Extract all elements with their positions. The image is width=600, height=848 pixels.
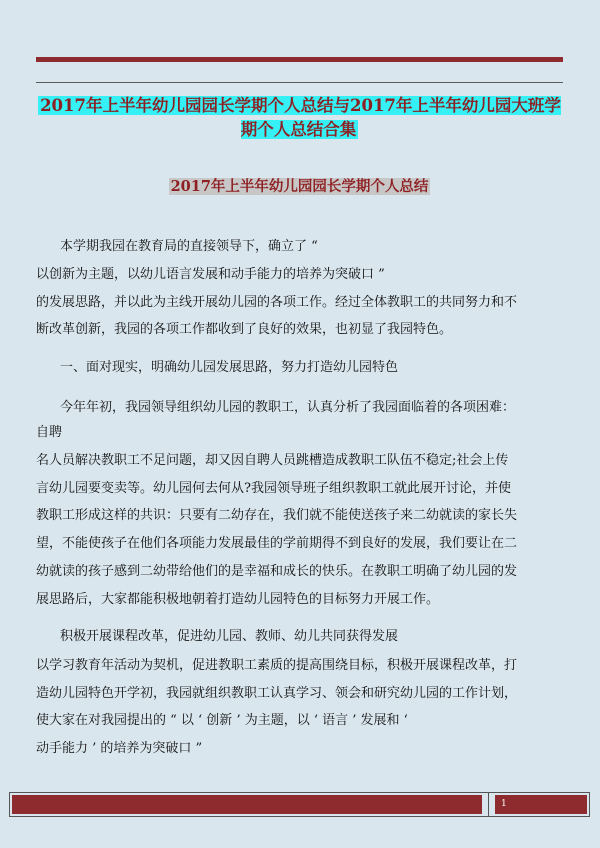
footer-decorative-bar (12, 795, 482, 814)
paragraph-line: 使大家在对我园提出的 “ 以 ‘ 创新 ’ 为主题，以 ‘ 语言 ’ 发展和 ‘ (36, 713, 408, 728)
page-number: 1 (495, 795, 587, 814)
header-decorative-bar (36, 57, 563, 62)
paragraph-line: 幼就读的孩子感到二幼带给他们的是幸福和成长的快乐。在教职工明确了幼儿园的发 (36, 564, 518, 579)
paragraph-line: 本学期我园在教育局的直接领导下，确立了 “ (60, 239, 318, 254)
paragraph-line: 今年年初，我园领导组织幼儿园的教职工，认真分析了我园面临着的各项困难： (60, 400, 516, 415)
paragraph-line: 的发展思路，并以此为主线开展幼儿园的各项工作。经过全体教职工的共同努力和不 (36, 295, 518, 310)
paragraph-line: 积极开展课程改革，促进幼儿园、教师、幼儿共同获得发展 (60, 629, 399, 644)
document-title (36, 94, 563, 142)
page-footer (9, 792, 590, 817)
section-title (36, 176, 563, 198)
paragraph-line: 名人员解决教职工不足问题，却又因自聘人员跳槽造成教职工队伍不稳定;社会上传 (36, 453, 509, 468)
section-heading: 一、面对现实，明确幼儿园发展思路，努力打造幼儿园特色 (60, 360, 399, 375)
paragraph-line: 断改革创新，我园的各项工作都收到了良好的效果，也初显了我园特色。 (36, 322, 453, 337)
paragraph-line: 以学习教育年活动为契机，促进教职工素质的提高围绕目标，积极开展课程改革，打 (36, 658, 518, 673)
paragraph-line: 望，不能使孩子在他们各项能力发展最佳的学前期得不到良好的发展，我们要让在二 (36, 536, 518, 551)
paragraph-line: 言幼儿园要变卖等。幼儿园何去何从?我园领导班子组织教职工就此展开讨论，并使 (36, 481, 511, 496)
paragraph-line: 教职工形成这样的共识：只要有二幼存在，我们就不能使送孩子来二幼就读的家长失 (36, 508, 518, 523)
document-title-text: 2017年上半年幼儿园园长学期个人总结与2017年上半年幼儿园大班学期个人总结合集 (40, 96, 561, 139)
header-rule (36, 82, 563, 83)
paragraph-line: 展思路后，大家都能积极地朝着打造幼儿园特色的目标努力开展工作。 (36, 592, 440, 607)
footer-divider (488, 793, 489, 816)
section-title-text: 2017年上半年幼儿园园长学期个人总结 (170, 178, 429, 195)
paragraph-line: 自聘 (36, 425, 63, 440)
paragraph-line: 造幼儿园特色开学初，我园就组织教职工认真学习、领会和研究幼儿园的工作计划， (36, 686, 518, 701)
paragraph-line: 以创新为主题，以幼儿语言发展和动手能力的培养为突破口 ” (36, 267, 385, 282)
paragraph-line: 动手能力 ’ 的培养为突破口 ” (36, 741, 203, 756)
